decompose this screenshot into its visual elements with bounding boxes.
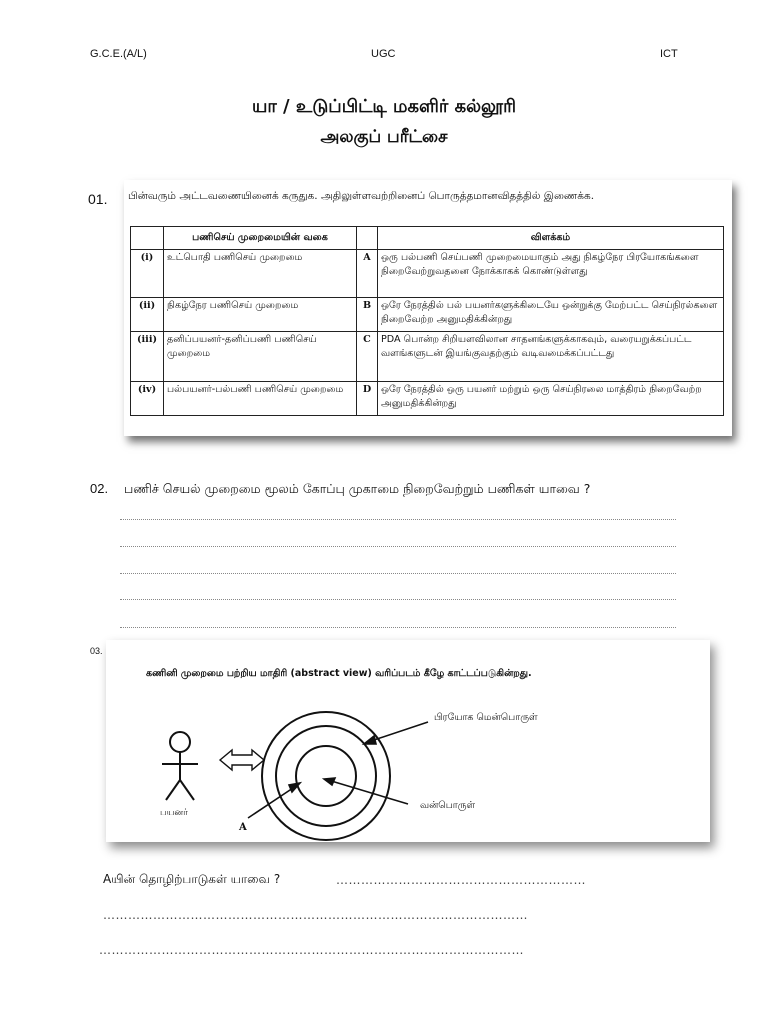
q3-number: 03. xyxy=(90,646,103,656)
header-left: G.C.E.(A/L) xyxy=(90,48,147,60)
header-center: UGC xyxy=(371,48,396,60)
answer-line[interactable] xyxy=(120,519,676,520)
row-number: (i) xyxy=(131,250,164,298)
label-user: பயனர் xyxy=(160,808,188,818)
table-row xyxy=(131,382,724,416)
answer-dots[interactable]: …………………………………………………… xyxy=(336,873,586,887)
header-right: ICT xyxy=(660,48,678,60)
answer-dots[interactable]: ………………………………………………………………………………………… xyxy=(99,943,524,957)
double-arrow-icon xyxy=(220,750,264,770)
table-header-row xyxy=(131,227,724,250)
answer-line[interactable] xyxy=(120,546,676,547)
row-type: உட்பொதி பணிசெய் முறைமை xyxy=(164,250,357,298)
q2-number: 02. xyxy=(90,481,109,496)
table-header-blank xyxy=(131,227,164,250)
q3-caption: கணினி முறைமை பற்றிய மாதிரி (abstract view) வரிப்படம் கீழே காட்டப்படுகின்றது. xyxy=(146,668,532,679)
table-row xyxy=(131,298,724,332)
q3-question: Aயின் தொழிற்பாடுகள் யாவை ? xyxy=(103,872,281,886)
row-letter: D xyxy=(357,382,378,416)
row-type: தனிப்பயனர்-தனிப்பணி பணிசெய் முறைமை xyxy=(164,332,357,382)
q1-number: 01. xyxy=(88,191,108,207)
concentric-circles xyxy=(262,712,390,840)
exam-title: அலகுப் பரீட்சை xyxy=(320,127,448,147)
q3-scanned-diagram xyxy=(106,640,710,842)
row-letter: A xyxy=(357,250,378,298)
row-number: (ii) xyxy=(131,298,164,332)
table-header-desc: விளக்கம் xyxy=(378,227,724,250)
label-application-software: பிரயோக மென்பொருள் xyxy=(434,712,538,723)
table-header-type: பணிசெய் முறைமையின் வகை xyxy=(164,227,357,250)
row-type: பல்பயனர்-பல்பணி பணிசெய் முறைமை xyxy=(164,382,357,416)
row-letter: B xyxy=(357,298,378,332)
table-row xyxy=(131,332,724,382)
label-hardware: வன்பொருள் xyxy=(420,800,476,811)
row-desc: ஒரே நேரத்தில் ஒரு பயனர் மற்றும் ஒரு செய்நிரலை மாத்திரம் நிறைவேற்ற அனுமதிக்கின்றது xyxy=(378,382,724,416)
row-desc: ஒரு பல்பணி செய்பணி முறைமையாகும் அது நிகழ்நேர பிரயோகங்களை நிறைவேற்றுவதனை நோக்காகக் கொண்டுள்ளது xyxy=(378,250,724,298)
answer-line[interactable] xyxy=(120,627,676,628)
school-title: யா / உடுப்பிட்டி மகளிர் கல்லூரி xyxy=(251,96,517,117)
row-desc: PDA பொன்ற சிறியளவிலான சாதனங்களுக்காகவும், வரையறுக்கப்பட்ட வளங்களுடன் இயங்குவதற்கும் வடிவமைக்கப்பட்டது xyxy=(378,332,724,382)
q1-scanned-table xyxy=(124,180,732,436)
system-diagram xyxy=(106,640,710,842)
row-number: (iv) xyxy=(131,382,164,416)
label-a: A xyxy=(239,822,247,833)
answer-line[interactable] xyxy=(120,573,676,574)
row-letter: C xyxy=(357,332,378,382)
row-desc: ஒரே நேரத்தில் பல் பயனர்களுக்கிடையே ஒன்றுக்கு மேற்பட்ட செய்நிரல்களை நிறைவேற்ற அனுமதிக்கின்றது xyxy=(378,298,724,332)
answer-line[interactable] xyxy=(120,599,676,600)
q2-text: பணிச் செயல் முறைமை மூலம் கோப்பு முகாமை நிறைவேற்றும் பணிகள் யாவை ? xyxy=(124,481,591,496)
answer-dots[interactable]: ………………………………………………………………………………………… xyxy=(103,908,528,922)
q1-table xyxy=(130,226,724,416)
q1-intro: பின்வரும் அட்டவணையினைக் கருதுக. அதிலுள்ளவற்றினைப் பொருத்தமானவிதத்தில் இணைக்க. xyxy=(128,190,595,202)
table-row xyxy=(131,250,724,298)
row-type: நிகழ்நேர பணிசெய் முறைமை xyxy=(164,298,357,332)
table-header-blank2 xyxy=(357,227,378,250)
user-stick-figure-icon xyxy=(162,732,198,800)
row-number: (iii) xyxy=(131,332,164,382)
